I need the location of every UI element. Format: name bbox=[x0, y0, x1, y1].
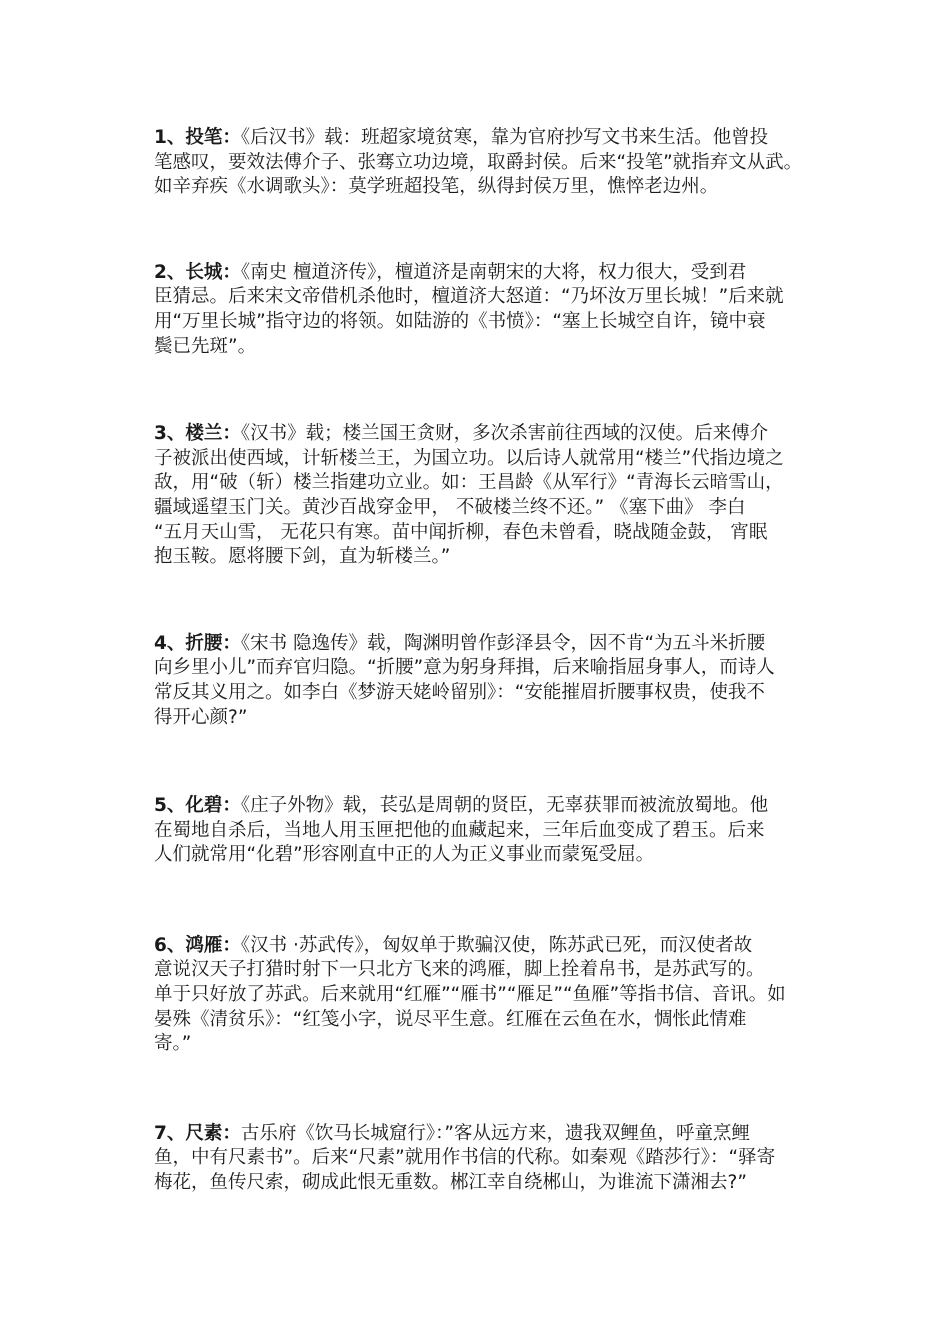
entry-text: 向乡里小儿”而弃官归隐。“折腰”意为躬身拜揖，后来喻指屈身事人，而诗人 bbox=[154, 657, 775, 679]
entry-text: 抱玉鞍。愿将腰下剑，直为斩楼兰。” bbox=[154, 546, 451, 568]
entry-text: 《汉书 ·苏武传》，匈奴单于欺骗汉使，陈苏武已死，而汉使者故 bbox=[240, 934, 753, 956]
entry-changcheng bbox=[154, 261, 814, 359]
entry-text: 用“万里长城”指守边的将领。如陆游的《书愤》：“塞上长城空自许，镜中衰 bbox=[154, 310, 766, 332]
entry-heading: 2、长城： bbox=[154, 261, 241, 283]
entry-text: 《南史 檀道济传》，檀道济是南朝宋的大将，权力很大，受到君 bbox=[240, 261, 747, 283]
entry-text: 笔感叹，要效法傅介子、张骞立功边境，取爵封侯。后来“投笔”就指弃文从武。 bbox=[154, 151, 803, 173]
entry-line bbox=[154, 1122, 814, 1147]
entry-text: 在蜀地自杀后，当地人用玉匣把他的血藏起来，三年后血变成了碧玉。后来 bbox=[154, 819, 765, 841]
entry-chisu bbox=[154, 1122, 814, 1196]
entry-heading: 4、折腰： bbox=[154, 632, 241, 654]
entry-text: 《宋书 隐逸传》载，陶渊明曾作彭泽县令，因不肯“为五斗米折腰 bbox=[240, 632, 766, 654]
entry-zheyao bbox=[154, 632, 814, 730]
entry-text: 《后汉书》载：班超家境贫寒，靠为官府抄写文书来生活。他曾投 bbox=[240, 127, 769, 148]
entry-text: 《汉书》载；楼兰国王贪财，多次杀害前往西域的汉使。后来傅介 bbox=[240, 423, 769, 445]
entry-text: 人们就常用“化碧”形容刚直中正的人为正义事业而蒙冤受屈。 bbox=[154, 844, 655, 866]
entry-text: 疆域遥望玉门关。黄沙百战穿金甲， 不破楼兰终不还。” 《塞下曲》 李白 bbox=[154, 496, 746, 518]
entry-text: 晏殊《清贫乐》：“红笺小字，说尽平生意。红雁在云鱼在水，惆怅此情难 bbox=[154, 1008, 747, 1030]
entry-heading: 5、化碧： bbox=[154, 795, 241, 817]
entry-line bbox=[154, 794, 814, 819]
entry-text: 臣猜忌。后来宋文帝借机杀他时，檀道济大怒道：“乃坏汝万里长城！”后来就 bbox=[154, 286, 784, 308]
entry-line bbox=[154, 632, 814, 657]
entry-text: 常反其义用之。如李白《梦游天姥岭留别》：“安能摧眉折腰事权贵，使我不 bbox=[154, 681, 765, 703]
entry-text: 意说汉天子打猎时射下一只北方飞来的鸿雁，脚上拴着帛书，是苏武写的。 bbox=[154, 959, 765, 981]
entry-heading: 1、投笔： bbox=[154, 127, 241, 148]
entry-text: “五月天山雪， 无花只有寒。苗中闻折柳，春色未曾看，晓战随金鼓， 宵眠 bbox=[154, 521, 768, 543]
entry-line bbox=[154, 422, 814, 447]
entry-text: 梅花，鱼传尺索，砌成此恨无重数。郴江幸自绕郴山，为谁流下潇湘去?” bbox=[154, 1172, 747, 1194]
entry-line bbox=[154, 126, 814, 151]
entry-text: 鱼，中有尺素书”。后来“尺素”就用作书信的代称。如秦观《踏莎行》：“驿寄 bbox=[154, 1147, 776, 1169]
entry-text: 寄。” bbox=[154, 1033, 192, 1055]
entry-text: 如辛弃疾《水调歌头》：莫学班超投笔，纵得封侯万里，憔悴老边州。 bbox=[154, 176, 719, 198]
entry-text: 鬓已先斑”。 bbox=[154, 335, 257, 357]
entry-huabi bbox=[154, 794, 814, 868]
entry-toubi bbox=[154, 126, 814, 200]
document-page bbox=[154, 126, 814, 1196]
entry-text: 敌，用“破（斩）楼兰指建功立业。如：王昌龄《从军行》“青海长云暗雪山， bbox=[154, 472, 784, 494]
entry-text: 子被派出使西域，计斩楼兰王，为国立功。以后诗人就常用“楼兰”代指边境之 bbox=[154, 447, 784, 469]
entry-line bbox=[154, 261, 814, 286]
entry-loulan bbox=[154, 422, 814, 570]
entry-text: 《庄子外物》载，苌弘是周朝的贤臣，无辜获罪而被流放蜀地。他 bbox=[240, 795, 769, 817]
entry-text: 单于只好放了苏武。后来就用“红雁”“雁书”“雁足”“鱼雁”等指书信、音讯。如 bbox=[154, 984, 786, 1006]
entry-heading: 7、尺素： bbox=[154, 1122, 241, 1144]
entry-text: 得开心颜?” bbox=[154, 706, 248, 728]
entry-text: 古乐府《饮马长城窟行》：”客从远方来，遗我双鲤鱼，呼童烹鲤 bbox=[240, 1122, 750, 1144]
entry-heading: 3、楼兰： bbox=[154, 423, 241, 445]
entry-line bbox=[154, 934, 814, 959]
entry-hongyan bbox=[154, 934, 814, 1057]
entry-heading: 6、鸿雁： bbox=[154, 934, 241, 956]
